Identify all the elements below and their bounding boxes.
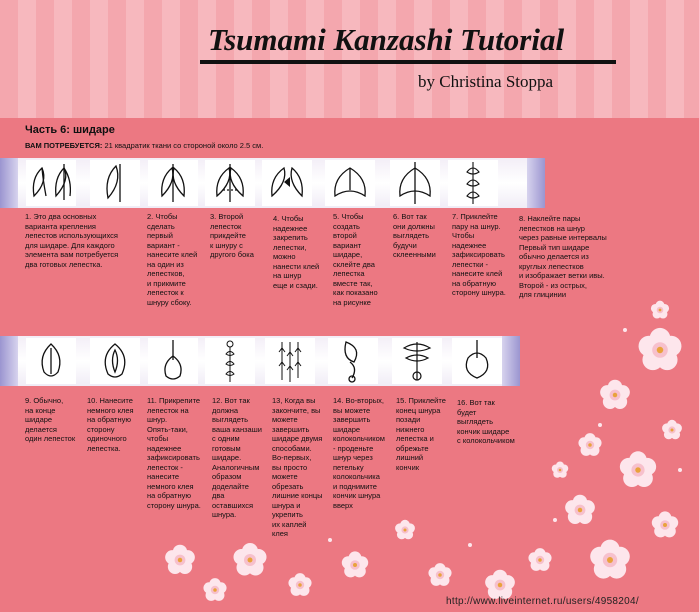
step-line: шидаре (25, 415, 53, 424)
step-line: нанести клей (273, 261, 320, 271)
step-line: Опять-таки, (147, 424, 188, 434)
step-line: лепестка (333, 269, 365, 278)
step-line: создать (333, 221, 360, 231)
step-line: лепестков на шнур (519, 223, 585, 233)
materials-label: ВАМ ПОТРЕБУЕТСЯ: (25, 141, 103, 150)
step-line: зафиксировать (452, 250, 505, 259)
step-line: 14. Во-вторых, (333, 396, 384, 405)
step-line: обрежьте (396, 443, 429, 453)
step-line: лепесток на (147, 405, 189, 415)
step-line: вариант - (147, 240, 180, 250)
step-line: выглядеть (212, 415, 249, 424)
step-line: шнуру сбоку. (147, 297, 192, 307)
step-line: шидаре, (333, 250, 363, 259)
step-line: 11. Прикрепите (147, 396, 201, 405)
step-line: их каплей (272, 519, 307, 529)
step-line: 10. Нанесите (87, 396, 133, 405)
step-line: надежнее (452, 240, 487, 250)
step-line: вверх (333, 500, 353, 510)
step-line: на обратную (147, 491, 191, 500)
step-line: будучи (393, 240, 417, 250)
step-line: на конце (25, 405, 56, 415)
step-line: на рисунке (333, 297, 371, 307)
step-line: нанесите (147, 472, 180, 481)
step-line: вы можете (333, 405, 371, 415)
step-line: 15. Приклейте (396, 396, 446, 405)
step-line: варианта крепления (25, 221, 96, 231)
step-line: через равные интервалы (519, 233, 607, 242)
step-line: 16. Вот так (457, 398, 495, 407)
step-line: они должны (393, 221, 435, 231)
watermark-url: http://www.liveinternet.ru/users/4958204/ (446, 596, 639, 607)
step-line: 13, Когда вы (272, 396, 316, 405)
step-line: нанесите клей (452, 269, 503, 278)
step-line: шнура и (272, 500, 301, 510)
step-line: для шидаре. Для каждого (25, 240, 115, 250)
section-title: Часть 6: шидаре (25, 124, 115, 136)
step-line: и поднимите (333, 481, 377, 491)
step-line: можете (272, 472, 298, 481)
step-line: сторону (87, 424, 115, 434)
step-line: нанесите клей (147, 250, 198, 259)
step-line: делается (25, 424, 57, 434)
step-line: закончите, вы (272, 405, 321, 415)
step-line: укрепить (272, 510, 303, 519)
step-line: клея (272, 529, 288, 538)
step-line: как показано (333, 288, 378, 297)
step-line: два (212, 491, 225, 500)
step-line: позади (396, 415, 421, 424)
step-line: вместе так, (333, 278, 373, 288)
step-line: шнур. (147, 415, 168, 424)
step-line: для глицинии (519, 290, 567, 299)
step-line: лепестка. (87, 443, 121, 453)
step-line: сделать (147, 221, 175, 231)
step-line: конец шнура (396, 405, 441, 415)
step-line: завершить (272, 424, 310, 434)
step-line: склейте два (333, 259, 375, 269)
step-line: шидаре (333, 424, 361, 434)
step-line: другого бока (210, 250, 254, 259)
step-line: обычно делается из (519, 252, 589, 261)
step-line: 12. Вот так (212, 396, 250, 405)
step-line: кончик шидаре (457, 426, 510, 436)
step-line: Первый тип шидаре (519, 242, 590, 252)
step-line: Аналогичным (212, 462, 260, 472)
step-line: колокольчиком (333, 434, 385, 443)
step-line: 7. Приклейте (452, 212, 498, 221)
step-line: выглядеть (457, 417, 494, 426)
step-line: 2. Чтобы (147, 212, 178, 221)
step-line: шидаре двумя (272, 434, 323, 443)
step-line: Чтобы (452, 231, 475, 240)
step-line: должна (212, 405, 239, 415)
step-line: Во-первых, (272, 453, 312, 462)
step-line: на шнур (273, 271, 302, 280)
step-line: кончик (396, 462, 420, 472)
step-line: еще и сзади. (273, 280, 318, 290)
step-line: сторону шнура. (147, 500, 201, 510)
step-line: лепестка и (396, 434, 434, 443)
step-line: доделайте (212, 481, 249, 491)
step-line: немного клея (87, 405, 134, 415)
step-line: завершить (333, 415, 371, 424)
step-line: сторону шнура. (452, 288, 506, 297)
step-line: лепестков, (147, 269, 185, 278)
step-line: зафиксировать (147, 453, 200, 462)
step-line: ваша канзаши (212, 424, 262, 434)
step-line: готовым (212, 443, 241, 453)
materials-text: 21 квадратик ткани со стороной около 2.5 см. (102, 141, 264, 150)
page-title: Tsumami Kanzashi Tutorial (208, 22, 565, 57)
step-line: лепесток - (147, 462, 183, 472)
step-line: нижнего (396, 424, 425, 434)
step-line: 5. Чтобы (333, 212, 364, 221)
step-line: 9. Обычно, (25, 396, 64, 405)
step-line: с колокольчиком (457, 436, 515, 445)
step-line: лепестки, (273, 242, 307, 252)
step-line: 4. Чтобы (273, 214, 304, 223)
step-line: 6. Вот так (393, 212, 427, 221)
step-line: склеенными (393, 250, 436, 259)
step-line: один лепесток (25, 434, 76, 443)
step-line: вариант (333, 240, 362, 250)
step-line: обрезать (272, 481, 304, 491)
step-line: будет (457, 407, 477, 417)
step-line: Второй - из острых, (519, 280, 587, 290)
step-line: образом (212, 472, 242, 481)
step-line: чтобы (147, 434, 169, 443)
step-line: - проденьте (333, 443, 374, 453)
step-line: на обратную (452, 278, 496, 288)
step-line: 3. Второй (210, 212, 244, 221)
step-line: лепесток (210, 221, 242, 231)
step-line: лишние концы (272, 491, 323, 500)
step-line: прикдейте (210, 231, 246, 240)
step-line: на обратную (87, 415, 131, 424)
step-line: немного клея (147, 481, 194, 491)
step-line: лишний (396, 453, 424, 462)
step-line: вы просто (272, 462, 308, 472)
step-line: с одним (212, 434, 240, 443)
step-line: круглых лепестков (519, 261, 584, 271)
step-line: петельку (333, 462, 364, 472)
step-line: лепестов использующихся (25, 231, 118, 240)
step-line: два готовых лепестка. (25, 259, 103, 269)
step-line: второй (333, 231, 357, 240)
step-line: кончик шнура (333, 491, 381, 500)
step-line: способами. (272, 443, 312, 453)
step-line: одиночного (87, 434, 127, 443)
step-line: надежнее (273, 223, 308, 233)
step-line: колокольчика (333, 472, 380, 481)
step-line: выглядеть (393, 231, 430, 240)
step-line: лепестки - (452, 259, 489, 269)
step-line: 1. Это два основных (25, 212, 97, 221)
step-line: оставшихся (212, 500, 254, 510)
step-line: 8. Наклейте пары (519, 214, 581, 223)
step-line: первый (147, 231, 173, 240)
step-line: лепесток к (147, 288, 184, 297)
step-line: на один из (147, 259, 184, 269)
step-line: шнур через (333, 453, 373, 462)
step-line: к шнуру с (210, 240, 243, 250)
step-line: элемента вам потребуется (25, 250, 119, 259)
step-line: пару на шнур. (452, 221, 501, 231)
step-line: и изображает ветки ивы. (519, 271, 605, 280)
step-line: шнура. (212, 510, 237, 519)
step-line: шидаре. (212, 453, 242, 462)
step-line: можете (272, 415, 298, 424)
step-line: надежнее (147, 443, 182, 453)
step-line: закрепить (273, 233, 308, 242)
author-byline: by Christina Stoppa (418, 72, 554, 91)
step-line: и прикмите (147, 278, 186, 288)
step-line: можно (273, 252, 296, 261)
